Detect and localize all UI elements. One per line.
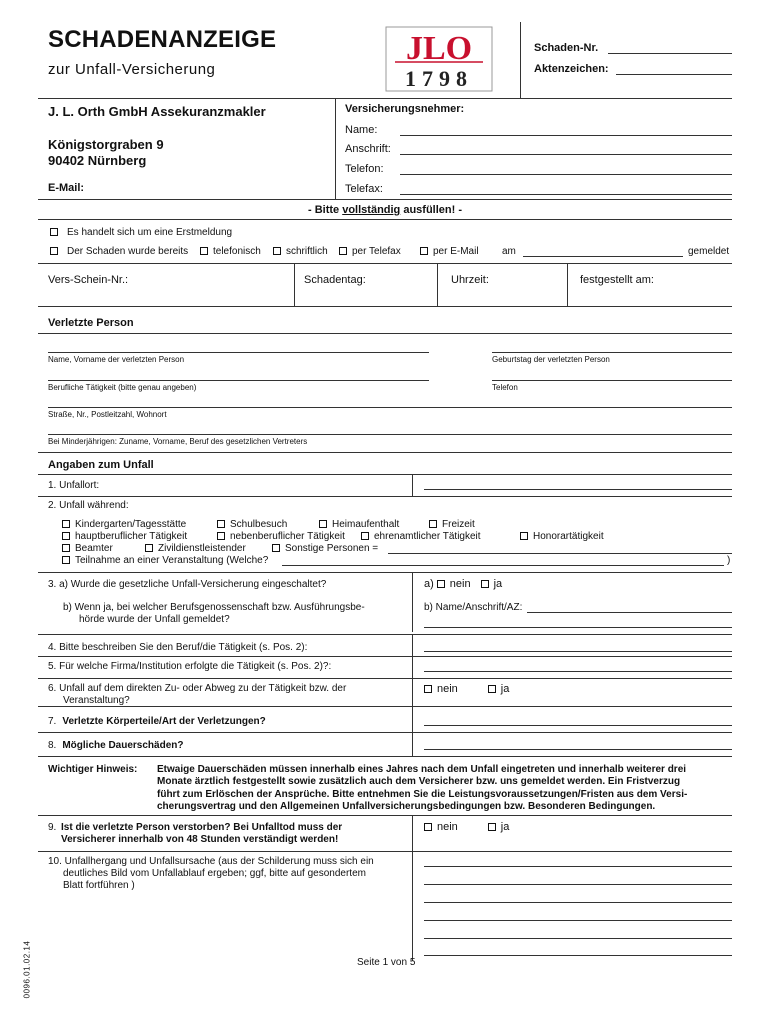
q8-answer-field[interactable]	[424, 749, 732, 750]
form-code: 0096.01.02.14	[22, 940, 32, 999]
q6-label-2: Veranstaltung?	[63, 695, 130, 706]
option-sidejob[interactable]	[217, 531, 345, 542]
broker-city: 90402 Nürnberg	[48, 153, 147, 168]
reported-suffix-label: gemeldet	[688, 246, 730, 257]
event-checkbox[interactable]	[62, 556, 70, 564]
q4-label: 4. Bitte beschreiben Sie den Beruf/die Tätigkeit (s. Pos. 2):	[48, 642, 308, 653]
q7-rule	[38, 732, 732, 733]
info-row-divider-1	[294, 263, 295, 306]
by-fax-option[interactable]	[339, 246, 401, 257]
official-label: Beamter	[75, 543, 113, 554]
by-phone-checkbox[interactable]	[200, 247, 208, 255]
policyholder-name-label: Name:	[345, 124, 378, 136]
other-label: Sonstige Personen =	[285, 543, 379, 554]
injured-phone-label: Telefon	[492, 383, 518, 392]
sidejob-label: nebenberuflicher Tätigkeit	[230, 531, 345, 542]
by-fax-checkbox[interactable]	[339, 247, 347, 255]
volunteer-checkbox[interactable]	[361, 532, 369, 540]
q10-label-1: 10. Unfallhergang und Unfallsursache (aus der Schilderung muss sich ein	[48, 856, 374, 867]
already-reported-label: Der Schaden wurde bereits	[67, 246, 189, 257]
q3b-answer-field-2[interactable]	[424, 627, 732, 628]
q3b-answer-label: b) Name/Anschrift/AZ:	[424, 602, 523, 613]
q9-label-1: Ist die verletzte Person verstorben? Bei Unfalltod muss der	[61, 822, 343, 833]
q4-rule	[38, 656, 732, 657]
broker-name: J. L. Orth GmbH Assekuranzmakler	[48, 104, 266, 119]
q10-answer-field-3[interactable]	[424, 902, 732, 903]
page-title: SCHADENANZEIGE	[48, 26, 277, 53]
policyholder-fax-label: Telefax:	[345, 183, 383, 195]
by-phone-label: telefonisch	[213, 246, 261, 257]
civil-checkbox[interactable]	[145, 544, 153, 552]
option-civil[interactable]	[145, 543, 246, 554]
broker-street: Königstorgraben 9	[48, 137, 164, 152]
info-row-top	[38, 263, 732, 264]
first-report-option[interactable]	[50, 227, 232, 238]
option-school[interactable]	[217, 519, 287, 530]
warning-label: Wichtiger Hinweis:	[48, 764, 138, 775]
leisure-checkbox[interactable]	[429, 520, 437, 528]
q1-rule	[38, 496, 732, 497]
event-close-paren: )	[727, 555, 731, 566]
q10-label-2: deutliches Bild vom Unfallablauf ergeben; ggf, bitte auf gesondertem	[63, 868, 366, 879]
warning-text	[157, 764, 732, 814]
q7-label	[48, 716, 266, 727]
reported-on-label: am	[502, 246, 516, 257]
home-checkbox[interactable]	[319, 520, 327, 528]
injured-job-field[interactable]	[48, 380, 429, 381]
policyholder-fax-field[interactable]	[400, 194, 732, 195]
q6-label-1: 6. Unfall auf dem direkten Zu- oder Abweg zu der Tätigkeit bzw. der	[48, 683, 347, 694]
fill-notice-emphasis: vollständig	[342, 204, 401, 216]
q10-divider	[412, 851, 413, 961]
injured-minors-field[interactable]	[48, 434, 732, 435]
q2-label: 2. Unfall während:	[48, 500, 129, 511]
sidejob-checkbox[interactable]	[217, 532, 225, 540]
fill-notice-prefix: - Bitte	[307, 204, 343, 216]
info-row-bottom	[38, 306, 732, 307]
q5-label: 5. Für welche Firma/Institution erfolgte die Tätigkeit (s. Pos. 2)?:	[48, 661, 332, 672]
q6-no-label: nein	[437, 683, 458, 695]
volunteer-label: ehrenamtlicher Tätigkeit	[374, 531, 481, 542]
q4-answer-field[interactable]	[424, 651, 732, 652]
found-on-field[interactable]: festgestellt am:	[580, 274, 654, 286]
warning-line-4: cherungsvertrag und den Allgemeinen Unfallversicherungsbedingungen bzw. Besonderen Bedingungen.	[157, 801, 656, 813]
q3a-no-label: nein	[449, 578, 471, 590]
in-writing-option[interactable]	[273, 246, 328, 257]
q3b-label-2: hörde wurde der Unfall gemeldet?	[79, 614, 230, 625]
q10-answer-field-6[interactable]	[424, 955, 732, 956]
injured-address-field[interactable]	[48, 407, 732, 408]
q7-divider	[412, 706, 413, 756]
logo-letters: JLO	[405, 30, 473, 67]
already-reported-option[interactable]	[50, 246, 188, 257]
kita-label: Kindergarten/Tagesstätte	[75, 519, 187, 530]
fulltime-checkbox[interactable]	[62, 532, 70, 540]
injured-minors-label: Bei Minderjährigen: Zuname, Vorname, Beruf des gesetzlichen Vertreters	[48, 437, 308, 446]
by-fax-label: per Telefax	[352, 246, 401, 257]
q5-rule	[38, 678, 732, 679]
q9-no-label: nein	[437, 821, 458, 833]
q3a-yes-label: ja	[493, 578, 503, 590]
q10-answer-field-5[interactable]	[424, 938, 732, 939]
q9-yes-checkbox[interactable]	[488, 823, 496, 831]
q8-label	[48, 740, 183, 751]
q9-number: 9.	[48, 822, 57, 833]
time-field[interactable]: Uhrzeit:	[451, 274, 489, 286]
injured-bottom-rule	[38, 452, 732, 453]
option-event[interactable]	[62, 555, 268, 566]
info-row-divider-2	[437, 263, 438, 306]
leisure-label: Freizeit	[442, 519, 475, 530]
honorary-checkbox[interactable]	[520, 532, 528, 540]
q3b-answer-field-1[interactable]	[527, 612, 732, 613]
injured-job-label: Berufliche Tätigkeit (bitte genau angeben)	[48, 383, 197, 392]
q10-answer-field-1[interactable]	[424, 866, 732, 867]
q9-no-checkbox[interactable]	[424, 823, 432, 831]
option-home[interactable]	[319, 519, 399, 530]
policyholder-address-field[interactable]	[400, 154, 732, 155]
by-email-checkbox[interactable]	[420, 247, 428, 255]
event-label: Teilnahme an einer Veranstaltung (Welche?	[75, 555, 269, 566]
accident-heading-rule	[38, 474, 732, 475]
fill-notice-suffix: ausfüllen! -	[400, 204, 463, 216]
q1-divider	[412, 474, 413, 496]
warning-rule	[38, 815, 732, 816]
already-reported-checkbox[interactable]	[50, 247, 58, 255]
policyholder-phone-field[interactable]	[400, 174, 732, 175]
by-email-label: per E-Mail	[433, 246, 479, 257]
injured-address-label: Straße, Nr., Postleitzahl, Wohnort	[48, 410, 167, 419]
option-kita[interactable]	[62, 519, 186, 530]
fulltime-label: hauptberuflicher Tätigkeit	[75, 531, 188, 542]
warning-line-1: Etwaige Dauerschäden müssen innerhalb eines Jahres nach dem Unfall eingetreten und innerhalb weiterer drei	[157, 764, 687, 775]
q3a-answer-prefix: a)	[424, 578, 434, 590]
notice-rule	[38, 219, 732, 220]
by-email-option[interactable]	[420, 246, 479, 257]
policyholder-heading: Versicherungsnehmer:	[345, 103, 465, 115]
policyholder-address-label: Anschrift:	[345, 143, 391, 155]
school-label: Schulbesuch	[230, 519, 288, 530]
by-phone-option[interactable]	[200, 246, 261, 257]
schaden-nr-label: Schaden-Nr.	[534, 42, 599, 54]
q6-yes-label: ja	[500, 683, 510, 695]
q9-answer	[424, 821, 509, 833]
honorary-label: Honorartätigkeit	[533, 531, 604, 542]
q3b-label-1: b) Wenn ja, bei welcher Berufsgenossenschaft bzw. Ausführungsbe-	[63, 602, 365, 613]
q6-no-checkbox[interactable]	[424, 685, 432, 693]
official-checkbox[interactable]	[62, 544, 70, 552]
option-honorary[interactable]	[520, 531, 604, 542]
page-subtitle: zur Unfall-Versicherung	[48, 61, 216, 78]
policyholder-name-field[interactable]	[400, 135, 732, 136]
q3a-yes-checkbox[interactable]	[481, 580, 489, 588]
header-divider	[520, 22, 521, 98]
injured-phone-field[interactable]	[492, 380, 732, 381]
event-name-field[interactable]	[282, 565, 724, 566]
logo-year: 1798	[405, 66, 473, 91]
damage-day-field[interactable]: Schadentag:	[304, 274, 366, 286]
q7-text: Verletzte Körperteile/Art der Verletzungen?	[62, 716, 266, 727]
option-fulltime[interactable]	[62, 531, 187, 542]
q3a-no-checkbox[interactable]	[437, 580, 445, 588]
accident-heading: Angaben zum Unfall	[48, 459, 154, 471]
option-other[interactable]	[272, 543, 378, 554]
policyholder-divider	[335, 99, 336, 199]
page-number: Seite 1 von 5	[357, 957, 416, 968]
reported-date-field[interactable]	[523, 256, 683, 257]
q9-yes-label: ja	[500, 821, 510, 833]
q10-answer-field-2[interactable]	[424, 884, 732, 885]
q6-yes-checkbox[interactable]	[488, 685, 496, 693]
q5-answer-field[interactable]	[424, 671, 732, 672]
injured-name-label: Name, Vorname der verletzten Person	[48, 355, 185, 364]
q10-answer-field-4[interactable]	[424, 920, 732, 921]
warning-line-3: führt zum Erlöschen der Ansprüche. Bitte entnehmen Sie die Leistungsvoraussetzungen/Fristen aus dem Versi-	[157, 788, 688, 800]
q2-rule	[38, 572, 732, 573]
q10-label-3: Blatt fortführen )	[63, 880, 135, 891]
q8-text: Mögliche Dauerschäden?	[62, 740, 184, 751]
warning-line-2: Monate ärztlich festgestellt sowie zusätzlich auch dem Versicherer bzw. uns gemeldet werden. Ein Fristverzug	[157, 776, 681, 788]
q3a-answer	[424, 578, 502, 590]
q6-rule	[38, 706, 732, 707]
kita-checkbox[interactable]	[62, 520, 70, 528]
injured-heading: Verletzte Person	[48, 317, 134, 329]
aktenzeichen-field[interactable]	[616, 74, 732, 75]
company-logo	[385, 26, 493, 92]
broker-email-label: E-Mail:	[48, 182, 85, 194]
first-report-checkbox[interactable]	[50, 228, 58, 236]
q8-number: 8.	[48, 740, 57, 751]
q1-label: 1. Unfallort:	[48, 480, 100, 491]
q6-divider	[412, 678, 413, 706]
in-writing-label: schriftlich	[286, 246, 328, 257]
q6-answer	[424, 683, 509, 695]
q9-rule	[38, 851, 732, 852]
section-rule	[38, 199, 732, 200]
q9-divider	[412, 815, 413, 851]
injured-birthday-label: Geburtstag der verletzten Person	[492, 355, 610, 364]
injured-name-field[interactable]	[48, 352, 429, 353]
q8-rule	[38, 756, 732, 757]
policyholder-phone-label: Telefon:	[345, 163, 384, 175]
option-volunteer[interactable]	[361, 531, 481, 542]
option-official[interactable]	[62, 543, 113, 554]
accident-location-field[interactable]	[424, 489, 732, 490]
other-persons-field[interactable]	[388, 553, 732, 554]
home-label: Heimaufenthalt	[332, 519, 400, 530]
info-row-divider-3	[567, 263, 568, 306]
first-report-label: Es handelt sich um eine Erstmeldung	[67, 227, 233, 238]
fill-notice	[38, 204, 732, 216]
q7-answer-field[interactable]	[424, 725, 732, 726]
header-rule	[38, 98, 732, 99]
school-checkbox[interactable]	[217, 520, 225, 528]
injured-heading-rule	[38, 333, 732, 334]
other-checkbox[interactable]	[272, 544, 280, 552]
q3a-label: 3. a) Wurde die gesetzliche Unfall-Versicherung eingeschaltet?	[48, 579, 327, 590]
policy-number-field[interactable]: Vers-Schein-Nr.:	[48, 274, 129, 286]
q9-label-2: Versicherer innerhalb von 48 Stunden verständigt werden!	[61, 834, 339, 845]
aktenzeichen-label: Aktenzeichen:	[534, 63, 609, 75]
schaden-nr-field[interactable]	[608, 53, 732, 54]
option-leisure[interactable]	[429, 519, 475, 530]
q3-rule	[38, 634, 732, 635]
in-writing-checkbox[interactable]	[273, 247, 281, 255]
civil-label: Zivildienstleistender	[158, 543, 246, 554]
q7-number: 7.	[48, 716, 57, 727]
q3-divider	[412, 572, 413, 632]
injured-birthday-field[interactable]	[492, 352, 732, 353]
